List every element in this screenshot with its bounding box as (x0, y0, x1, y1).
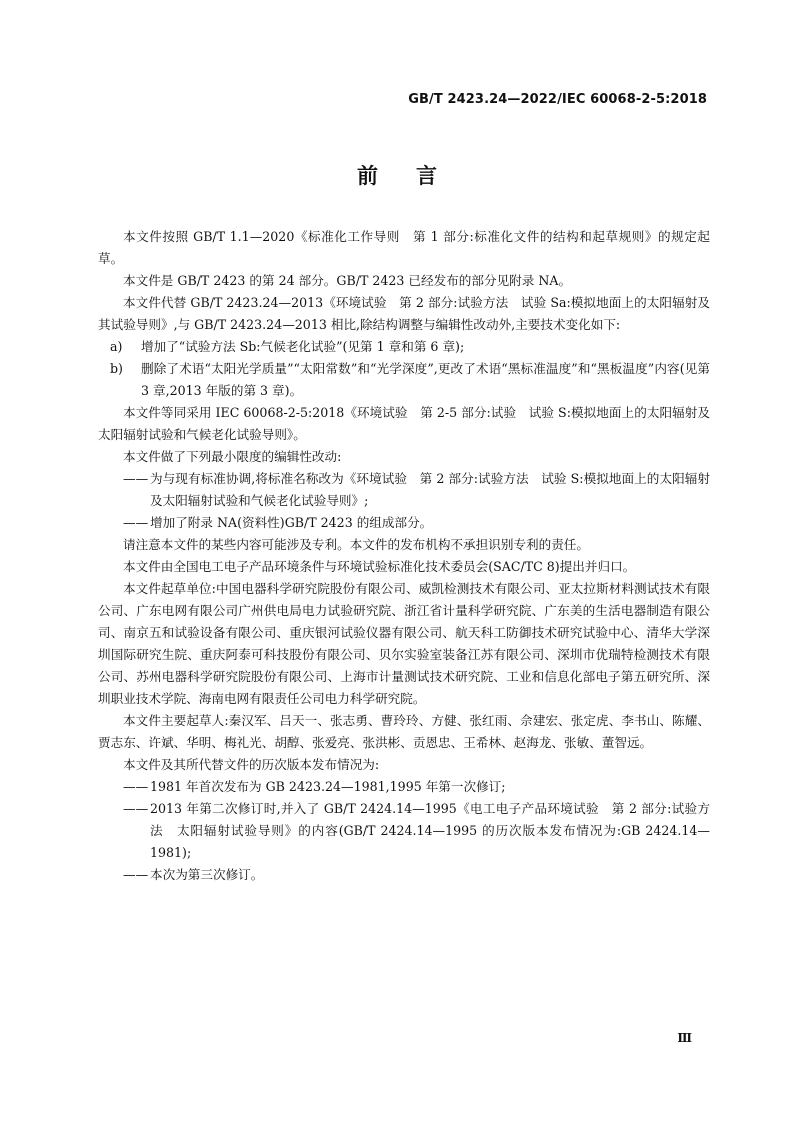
paragraph-drafting-units: 本文件起草单位:中国电器科学研究院股份有限公司、威凯检测技术有限公司、亚太拉斯材料测试技术有限公司、广东电网有限公司广州供电局电力试验研究院、浙江省计量科学研究院、广东美的生活电器制造有限公司、南京五和试验设备有限公司、重庆银河试验仪器有限公司、航天科工防御技术研究试验中心、清华大学深圳国际研究生院、重庆阿泰可科技股份有限公司、贝尔实验室装备江苏有限公司、深圳市优瑞特检测技术有限公司、苏州电器科学研究院股份有限公司、上海市计量测试技术研究院、工业和信息化部电子第五研究所、深圳职业技术学院、海南电网有限责任公司电力科学研究院。 (98, 581, 710, 706)
paragraph-patent-notice: 请注意本文件的某些内容可能涉及专利。本文件的发布机构不承担识别专利的责任。 (123, 537, 589, 552)
dash-marker: —— (123, 779, 149, 794)
list-item-text: 为与现有标准协调,将标准名称改为《环境试验 第 2 部分:试验方法 试验 S:模拟地面上的太阳辐射及太阳辐射试验和气候老化试验导则》; (150, 471, 710, 508)
list-item-edit-change (98, 468, 710, 512)
list-item-edit-change (98, 512, 710, 534)
list-item-history (98, 798, 710, 864)
paragraph-drafting-rules: 本文件按照 GB/T 1.1—2020《标准化工作导则 第 1 部分:标准化文件的结构和起草规则》的规定起草。 (98, 229, 710, 266)
list-marker: b) (110, 361, 123, 376)
list-item-history (98, 864, 710, 886)
paragraph-history-intro: 本文件及其所代替文件的历次版本发布情况为: (123, 757, 380, 772)
dash-marker: —— (123, 801, 149, 816)
list-item-text: 增加了附录 NA(资料性)GB/T 2423 的组成部分。 (150, 515, 433, 530)
paragraph-replacement: 本文件代替 GB/T 2423.24—2013《环境试验 第 2 部分:试验方法 试验 Sa:模拟地面上的太阳辐射及其试验导则》,与 GB/T 2423.24—2013 相比,除结构调整与编辑性改动外,主要技术变化如下: (98, 295, 710, 332)
paragraph-iec-adoption: 本文件等同采用 IEC 60068-2-5:2018《环境试验 第 2-5 部分:试验 试验 S:模拟地面上的太阳辐射及太阳辐射试验和气候老化试验导则》。 (98, 405, 710, 442)
list-item-text: 1981 年首次发布为 GB 2423.24—1981,1995 年第一次修订; (150, 779, 506, 794)
list-item-text: 删除了术语“太阳光学质量”“太阳常数”和“光学深度”,更改了术语“黑标准温度”和“黑板温度”内容(见第 3 章,2013 年版的第 3 章)。 (141, 361, 710, 398)
paragraph-drafters: 本文件主要起草人:秦汉军、吕天一、张志勇、曹玲玲、方健、张红雨、佘建宏、张定虎、李书山、陈耀、贾志东、许斌、华明、梅礼光、胡醇、张爱亮、张洪彬、贡恩忠、王希林、赵海龙、张敏、董智远。 (98, 713, 710, 750)
list-item-text: 本次为第三次修订。 (150, 867, 264, 882)
list-item-history (98, 776, 710, 798)
page-number: Ⅲ (677, 1031, 692, 1045)
dash-marker: —— (123, 471, 149, 486)
list-marker: a) (110, 339, 123, 354)
page-title: 前言 (357, 164, 475, 188)
list-item-change-a (98, 336, 710, 358)
list-item-change-b (98, 358, 710, 402)
foreword-body (98, 226, 710, 886)
standard-code-header: GB/T 2423.24—2022/IEC 60068-2-5:2018 (408, 92, 707, 107)
paragraph-part-number: 本文件是 GB/T 2423 的第 24 部分。GB/T 2423 已经发布的部分见附录 NA。 (123, 273, 572, 288)
paragraph-editorial-changes: 本文件做了下列最小限度的编辑性改动: (123, 449, 342, 464)
paragraph-committee: 本文件由全国电工电子产品环境条件与环境试验标准化技术委员会(SAC/TC 8)提出并归口。 (123, 559, 636, 574)
dash-marker: —— (123, 867, 149, 882)
dash-marker: —— (123, 515, 149, 530)
list-item-text: 增加了“试验方法 Sb:气候老化试验”(见第 1 章和第 6 章); (141, 339, 465, 354)
list-item-text: 2013 年第二次修订时,并入了 GB/T 2424.14—1995《电工电子产品环境试验 第 2 部分:试验方法 太阳辐射试验导则》的内容(GB/T 2424.14—1995 的历次版本发布情况为:GB 2424.14—1981); (150, 801, 710, 860)
